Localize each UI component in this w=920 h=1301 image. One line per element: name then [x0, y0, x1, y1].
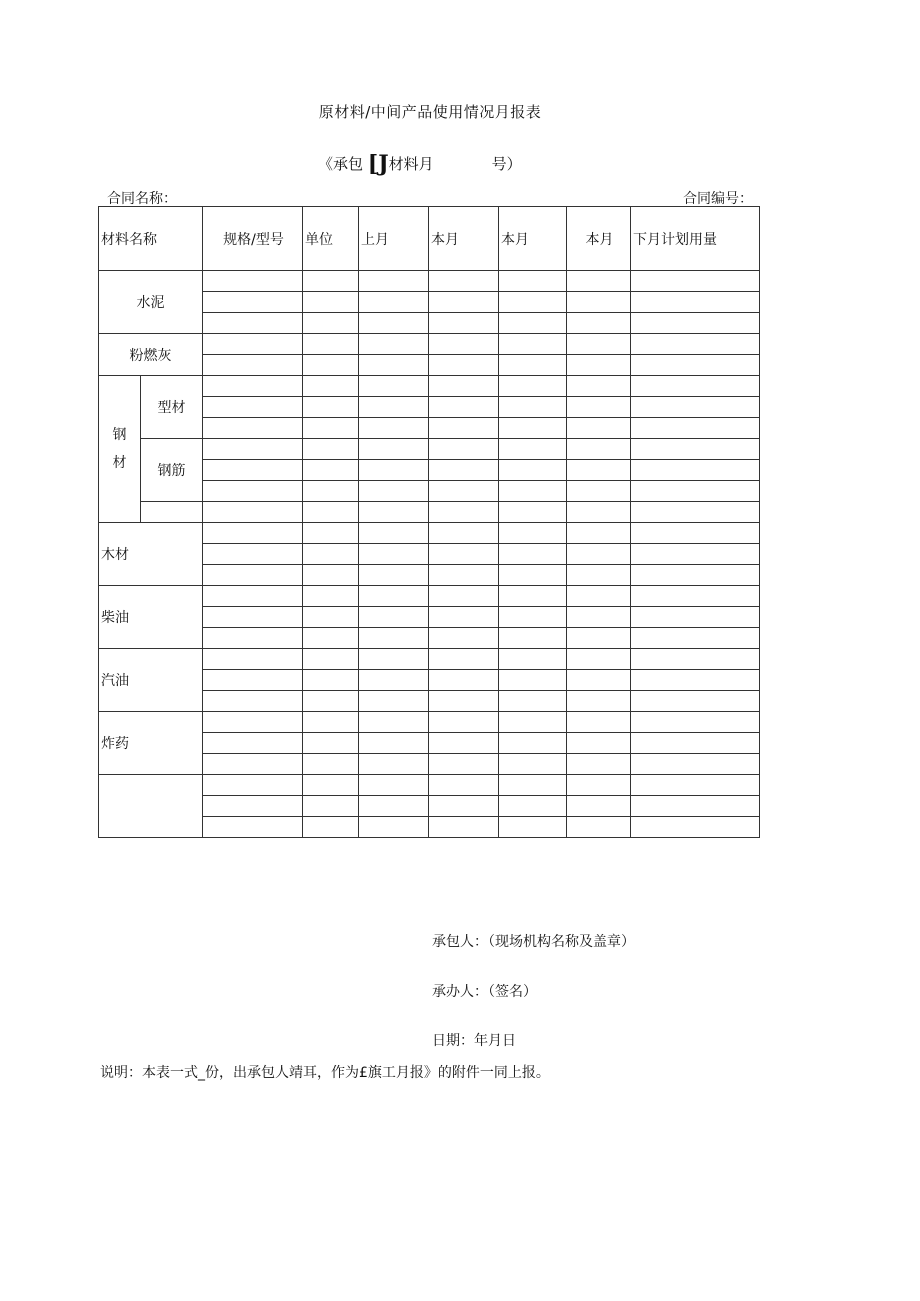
- table-row: [99, 586, 760, 607]
- material-rebar: 钢筋: [141, 439, 203, 502]
- date-line: 日期：年月日: [432, 1033, 516, 1049]
- header-material-name: 材料名称: [99, 207, 203, 271]
- table-row: [99, 712, 760, 733]
- table-row: [99, 334, 760, 355]
- subtitle-bracket: [J: [367, 151, 389, 177]
- material-profile: 型材: [141, 376, 203, 439]
- material-explosive: 炸药: [99, 712, 203, 775]
- material-usage-table: [98, 206, 760, 838]
- note-text: 说明：本表一式_份，出承包人靖耳，作为£旗工月报》的附件一同上报。: [100, 1065, 550, 1081]
- header-this-month-1: 本月: [429, 207, 499, 271]
- steel-char-2: 材: [112, 455, 127, 471]
- material-gasoline: 汽油: [99, 649, 203, 712]
- handler-signature: 承办人：（签名）: [432, 984, 537, 1000]
- header-spec-model: 规格/型号: [203, 207, 303, 271]
- header-this-month-3: 本月: [567, 207, 631, 271]
- header-this-month-2: 本月: [499, 207, 567, 271]
- header-next-month-plan: 下月计划用量: [631, 207, 760, 271]
- contract-no-label: 合同编号：: [683, 191, 753, 207]
- contract-name-label: 合同名称：: [107, 191, 177, 207]
- table-row: [99, 523, 760, 544]
- contractor-signature: 承包人：（现场机构名称及盖章）: [432, 934, 635, 950]
- material-cement: 水泥: [99, 271, 203, 334]
- report-subtitle: [318, 151, 522, 177]
- table-row: [99, 502, 760, 523]
- material-blank: [99, 775, 203, 838]
- page-title: 原材料/中间产品使用情况月报表: [318, 103, 542, 121]
- material-steel: [99, 376, 141, 523]
- header-last-month: 上月: [359, 207, 429, 271]
- table-row: [99, 376, 760, 397]
- table-header-row: [99, 207, 760, 271]
- table-row: [99, 649, 760, 670]
- material-wood: 木材: [99, 523, 203, 586]
- header-unit: 单位: [303, 207, 359, 271]
- material-steel-other: [141, 502, 203, 523]
- material-flyash: 粉燃灰: [99, 334, 203, 376]
- subtitle-middle: 材料月: [388, 155, 434, 173]
- table-row: [99, 439, 760, 460]
- table-row: [99, 271, 760, 292]
- steel-char-1: 钢: [112, 427, 127, 443]
- subtitle-prefix: 《承包: [318, 155, 364, 173]
- table-row: [99, 775, 760, 796]
- subtitle-suffix: 号）: [491, 155, 522, 173]
- material-diesel: 柴油: [99, 586, 203, 649]
